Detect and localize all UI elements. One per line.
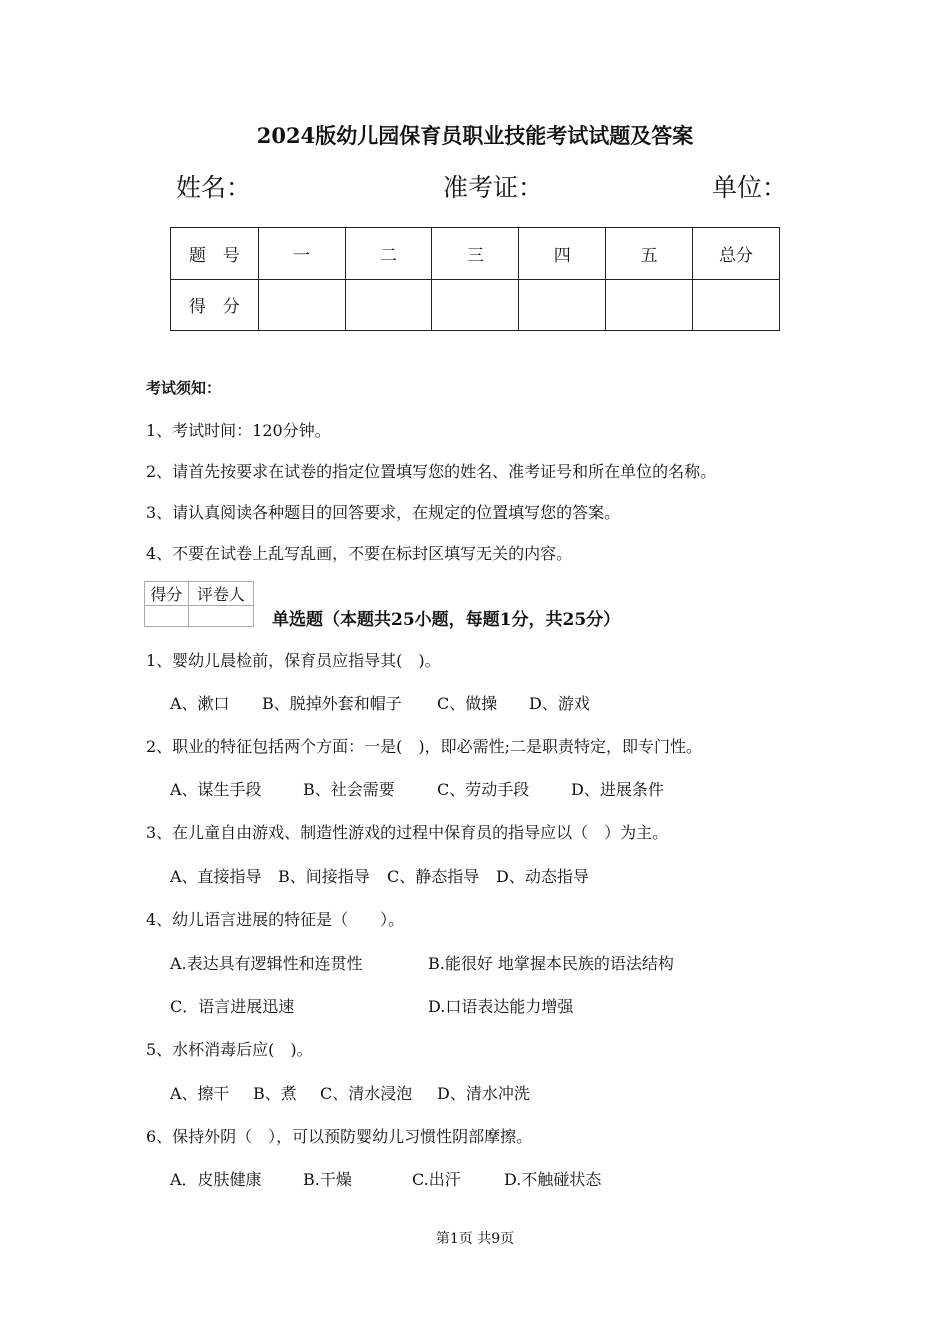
question-text: 3、在儿童自由游戏、制造性游戏的过程中保育员的指导应以（ ）为主。 [146, 823, 669, 842]
option-a[interactable]: A.表达具有逻辑性和连贯性 [170, 954, 363, 973]
option-c[interactable]: C.出汗 [412, 1170, 461, 1189]
question-text: 6、保持外阴（ ），可以预防婴幼儿习惯性阴部摩擦。 [146, 1127, 533, 1146]
score-table-cell: 五 [606, 228, 693, 280]
question-text: 2、职业的特征包括两个方面：一是( )，即必需性;二是职责特定，即专门性。 [146, 737, 703, 756]
option-b[interactable]: B.能很好 地掌握本民族的语法结构 [428, 954, 674, 973]
page-footer: 第1页 共9页 [435, 1231, 515, 1247]
option-b[interactable]: B.干燥 [303, 1170, 352, 1189]
page-title: 2024版幼儿园保育员职业技能考试试题及答案 [256, 123, 694, 148]
question-text: 5、水杯消毒后应( )。 [146, 1040, 313, 1059]
grader-score-cell[interactable] [145, 606, 189, 627]
option-c[interactable]: C、静态指导 [387, 867, 480, 886]
grader-reviewer-cell[interactable] [188, 606, 253, 627]
grader-box [144, 581, 254, 627]
notice-item: 4、不要在试卷上乱写乱画，不要在标封区填写无关的内容。 [146, 544, 573, 563]
grader-score-label: 得分 [145, 582, 189, 606]
score-input-cell[interactable] [693, 279, 780, 331]
score-table-cell: 三 [432, 228, 519, 280]
notice-item: 3、请认真阅读各种题目的回答要求，在规定的位置填写您的答案。 [146, 503, 621, 522]
score-table [170, 227, 780, 331]
score-input-cell[interactable] [258, 279, 345, 331]
notice-title: 考试须知： [146, 379, 222, 397]
option-c[interactable]: C、做操 [437, 694, 498, 713]
section-title: 单选题（本题共25小题，每题1分，共25分） [272, 610, 621, 630]
question-text: 1、婴幼儿晨检前，保育员应指导其( )。 [146, 651, 441, 670]
score-table-cell: 总分 [693, 228, 780, 280]
option-c[interactable]: C、劳动手段 [437, 780, 530, 799]
unit-field-label: 单位： [712, 173, 788, 202]
question-text: 4、幼儿语言进展的特征是（ ）。 [146, 910, 405, 929]
score-table-cell: 题 号 [171, 228, 259, 280]
score-table-header-row [171, 228, 780, 280]
option-c[interactable]: C、清水浸泡 [320, 1084, 413, 1103]
option-b[interactable]: B、脱掉外套和帽子 [262, 694, 402, 713]
option-a[interactable]: A、直接指导 [170, 867, 262, 886]
option-d[interactable]: D.口语表达能力增强 [428, 997, 574, 1016]
exam-number-field-label: 准考证： [443, 173, 544, 202]
score-input-cell[interactable] [432, 279, 519, 331]
score-input-cell[interactable] [519, 279, 606, 331]
score-table-row-label: 得 分 [171, 279, 259, 331]
option-d[interactable]: D、清水冲洗 [437, 1084, 530, 1103]
option-a[interactable]: A、谋生手段 [170, 780, 262, 799]
notice-item: 1、考试时间：120分钟。 [146, 421, 331, 440]
score-table-cell: 四 [519, 228, 606, 280]
option-b[interactable]: B、社会需要 [303, 780, 395, 799]
score-table-cell: 一 [258, 228, 345, 280]
score-table-cell: 二 [345, 228, 432, 280]
option-b[interactable]: B、间接指导 [278, 867, 370, 886]
option-a[interactable]: A、漱口 [170, 694, 230, 713]
option-d[interactable]: D、游戏 [529, 694, 590, 713]
option-d[interactable]: D.不触碰状态 [504, 1170, 602, 1189]
option-d[interactable]: D、动态指导 [496, 867, 589, 886]
notice-item: 2、请首先按要求在试卷的指定位置填写您的姓名、准考证号和所在单位的名称。 [146, 462, 717, 481]
option-b[interactable]: B、煮 [253, 1084, 297, 1103]
option-d[interactable]: D、进展条件 [571, 780, 664, 799]
grader-reviewer-label: 评卷人 [188, 582, 253, 606]
option-a[interactable]: A、擦干 [170, 1084, 230, 1103]
score-input-cell[interactable] [606, 279, 693, 331]
name-field-label: 姓名： [176, 173, 252, 202]
score-input-cell[interactable] [345, 279, 432, 331]
option-a[interactable]: A．皮肤健康 [170, 1170, 262, 1189]
score-table-score-row [171, 279, 780, 331]
option-c[interactable]: C．语言进展迅速 [170, 997, 295, 1016]
